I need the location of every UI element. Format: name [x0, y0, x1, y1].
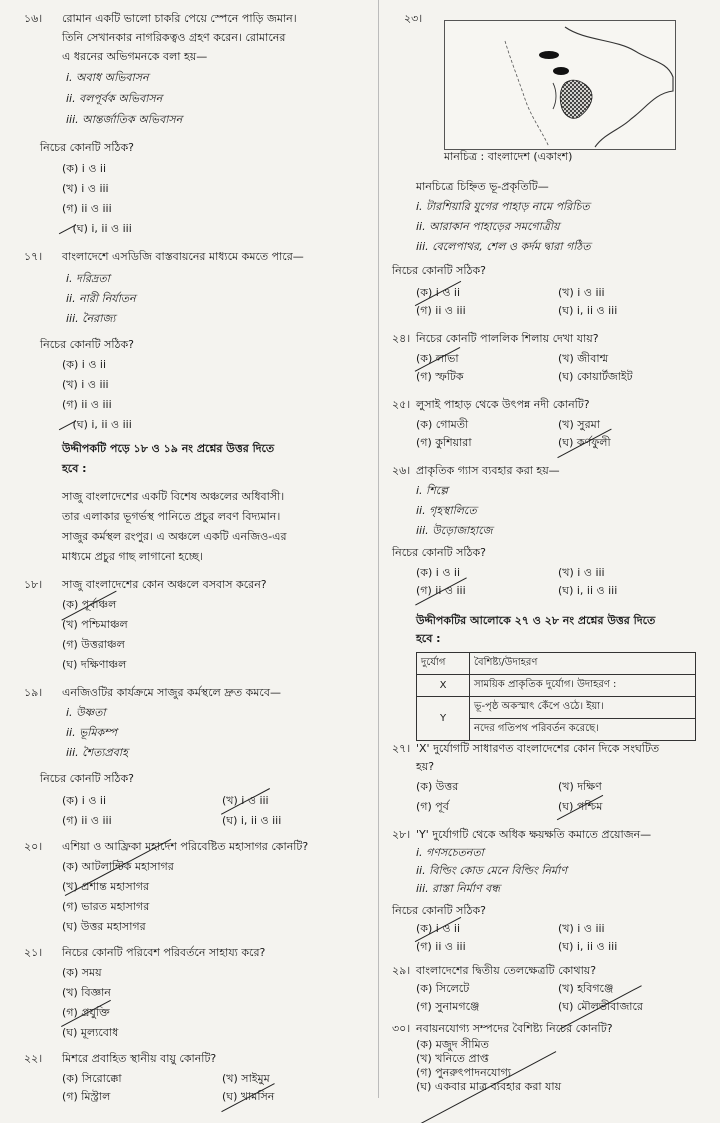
option-marked[interactable]	[416, 584, 466, 598]
option-marked[interactable]	[62, 598, 116, 612]
option[interactable]: (খ) i ও iii	[558, 922, 605, 935]
option-marked[interactable]	[416, 1080, 561, 1094]
question-text: নবায়নযোগ্য সম্পদের বৈশিষ্ট্য নিচের কোনটি?	[416, 1022, 613, 1035]
question-text: নিচের কোনটি পরিবেশ পরিবর্তনে সাহায্য করে?	[62, 946, 266, 959]
question-number: ৩০।	[392, 1022, 411, 1035]
option-label: (খ) i ও iii	[222, 794, 269, 807]
option[interactable]: (খ) দক্ষিণ	[558, 780, 602, 793]
question-number: ২৭।	[392, 742, 411, 755]
statement-iii: iii. আন্তর্জাতিক অভিবাসন	[66, 113, 183, 126]
question-number: ২৩।	[404, 12, 423, 25]
option-marked[interactable]	[62, 860, 174, 874]
question-number: ২৯।	[392, 964, 411, 977]
option[interactable]: (ক) i ও ii	[62, 794, 107, 807]
question-text: বাংলাদেশে এসডিজি বাস্তবায়নের মাধ্যমে কমতে পারে—	[62, 250, 304, 263]
stimulus-heading: উদ্দীপকটির আলোকে ২৭ ও ২৮ নং প্রশ্নের উত্তর দিতে	[416, 614, 656, 627]
which-correct-prompt: নিচের কোনটি সঠিক?	[40, 338, 134, 351]
table-cell: Y	[417, 697, 470, 741]
option[interactable]: (গ) স্ফটিক	[416, 370, 464, 383]
question-text: সাজু বাংলাদেশের কোন অঞ্চলে বসবাস করেন?	[62, 578, 267, 591]
statement-ii: ii. আরাকান পাহাড়ের সমগোত্রীয়	[416, 220, 560, 233]
option-label: (ঘ) খামসিন	[222, 1090, 275, 1103]
option[interactable]: (গ) ii ও iii	[62, 202, 112, 215]
option-marked[interactable]	[222, 1090, 274, 1104]
statement-iii: iii. শৈত্যপ্রবাহ	[66, 746, 128, 759]
option[interactable]: (খ) i ও iii	[558, 286, 605, 299]
question-number: ২৫।	[392, 398, 411, 411]
option-label: (ক) লাভা	[416, 352, 459, 365]
bangladesh-map	[445, 21, 675, 149]
table-cell: ভূ-পৃষ্ঠ অকস্মাৎ কেঁপে ওঠে। ইয়া।	[470, 697, 696, 719]
table-header: বৈশিষ্ট্য/উদাহরণ	[470, 653, 696, 675]
question-number: ২৪।	[392, 332, 411, 345]
option-marked[interactable]	[62, 1006, 110, 1020]
option[interactable]: (ক) i ও ii	[62, 162, 107, 175]
question-text: তিনি সেখানকার নাগরিকত্বও গ্রহণ করেন। রোমানের	[62, 31, 286, 44]
stimulus-heading: উদ্দীপকটি পড়ে ১৮ ও ১৯ নং প্রশ্নের উত্তর দিতে	[62, 442, 275, 455]
option[interactable]: (ঘ) i, ii ও iii	[222, 814, 282, 827]
option[interactable]: (গ) মিস্ট্রাল	[62, 1090, 111, 1103]
option[interactable]: (খ) খনিতে প্রাপ্ত	[416, 1052, 489, 1065]
option-marked[interactable]	[558, 436, 611, 450]
map-caption: মানচিত্র : বাংলাদেশ (একাংশ)	[444, 150, 573, 163]
which-correct-prompt: নিচের কোনটি সঠিক?	[392, 546, 486, 559]
statement-ii: ii. বলপূর্বক অভিবাসন	[66, 92, 163, 105]
statement-i: i. অবাধ অভিবাসন	[66, 71, 149, 84]
option[interactable]: (ক) উত্তর	[416, 780, 459, 793]
question-text: এ ধরনের অভিগমনকে বলা হয়—	[62, 50, 208, 63]
statement-iii: iii. নৈরাজ্য	[66, 312, 116, 325]
question-text: মানচিত্রে চিহ্নিত ভূ-প্রকৃতিটি—	[416, 180, 549, 193]
option-label: (ঘ) মৌলভীবাজারে	[558, 1000, 643, 1013]
question-text: বাংলাদেশের দ্বিতীয় তেলক্ষেত্রটি কোথায়?	[416, 964, 597, 977]
which-correct-prompt: নিচের কোনটি সঠিক?	[40, 141, 134, 154]
option[interactable]: (গ) কুশিয়ারা	[416, 436, 472, 449]
table-header: দুর্যোগ	[417, 653, 470, 675]
option[interactable]: (গ) সুনামগঞ্জে	[416, 1000, 480, 1013]
question-number: ২২।	[24, 1052, 43, 1065]
statement-iii: iii. উড়োজাহাজে	[416, 524, 493, 537]
table-cell: সাময়িক প্রাকৃতিক দুর্যোগ। উদাহরণ :	[470, 675, 696, 697]
question-number: ১৯।	[24, 686, 43, 699]
option[interactable]: (খ) বিজ্ঞান	[62, 986, 111, 999]
which-correct-prompt: নিচের কোনটি সঠিক?	[392, 904, 486, 917]
option[interactable]: (গ) উত্তরাঞ্চল	[62, 638, 125, 651]
option-label: (ক) আটলান্টিক মহাসাগর	[62, 860, 174, 873]
option[interactable]: (খ) পশ্চিমাঞ্চল	[62, 618, 128, 631]
question-text: 'X' দুর্যোগটি সাধারণত বাংলাদেশের কোন দিকে সংঘটিত	[416, 742, 660, 755]
statement-i: i. শিল্পে	[416, 484, 448, 497]
which-correct-prompt: নিচের কোনটি সঠিক?	[40, 772, 134, 785]
disaster-table	[416, 652, 696, 741]
option-marked[interactable]	[62, 418, 132, 432]
question-number: ২৮।	[392, 828, 411, 841]
option[interactable]: (খ) সুরমা	[558, 418, 600, 431]
statement-ii: ii. নারী নির্যাতন	[66, 292, 136, 305]
option-marked[interactable]	[222, 794, 269, 808]
table-row	[417, 675, 696, 697]
question-text: মিশরে প্রবাহিত স্থানীয় বায়ু কোনটি?	[62, 1052, 217, 1065]
option[interactable]: (খ) i ও iii	[558, 566, 605, 579]
statement-iii: iii. বেলেপাথর, শেল ও কর্দম দ্বারা গঠিত	[416, 240, 591, 253]
handwritten-mark	[62, 222, 73, 235]
question-text: নিচের কোনটি পাললিক শিলায় দেখা যায়?	[416, 332, 599, 345]
table-header-row	[417, 653, 696, 675]
statement-i: i. উষ্ণতা	[66, 706, 106, 719]
option[interactable]: (খ) প্রশান্ত মহাসাগর	[62, 880, 150, 893]
stimulus-text: সাজুর কর্মস্থল রংপুর। এ অঞ্চলে একটি এনজিও-এর	[62, 530, 287, 543]
option-label: (ঘ) একবার মাত্র ব্যবহার করা যায়	[416, 1080, 562, 1093]
statement-ii: ii. গৃহস্থালিতে	[416, 504, 477, 517]
option-label: (ক) পূর্বাঞ্চল	[62, 598, 117, 611]
question-number: ১৮।	[24, 578, 43, 591]
option-label: (ক) i ও ii	[416, 922, 461, 935]
table-cell: নদের গতিপথ পরিবর্তন করেছে।	[470, 719, 696, 741]
column-divider	[378, 0, 379, 1098]
question-text: 'Y' দুর্যোগটি থেকে অধিক ক্ষয়ক্ষতি কমাতে প্রয়োজন—	[416, 828, 652, 841]
option-label: (ঘ) পশ্চিম	[558, 800, 603, 813]
option-marked[interactable]	[62, 222, 132, 236]
statement-i: i. টারশিয়ারি যুগের পাহাড় নামে পরিচিত	[416, 200, 590, 213]
option[interactable]: (খ) জীবাশ্ম	[558, 352, 609, 365]
question-text: এনজিওটির কার্যক্রমে সাজুর কর্মস্থলে দ্রুত কমবে—	[62, 686, 281, 699]
option-label: (ঘ) i, ii ও iii	[72, 222, 132, 235]
option[interactable]: (গ) ii ও iii	[416, 940, 466, 953]
question-number: ২৬।	[392, 464, 411, 477]
option[interactable]: (গ) ভারত মহাসাগর	[62, 900, 150, 913]
question-number: ১৭।	[24, 250, 43, 263]
option-marked[interactable]	[416, 922, 460, 936]
option-marked[interactable]	[558, 800, 602, 814]
option-label: (গ) ii ও iii	[416, 584, 466, 597]
option[interactable]: (গ) পুনরুৎপাদনযোগ্য	[416, 1066, 511, 1079]
option[interactable]: (ঘ) উত্তর মহাসাগর	[62, 920, 146, 933]
option[interactable]: (ক) i ও ii	[62, 358, 107, 371]
option[interactable]: (ঘ) মূল্যবোধ	[62, 1026, 119, 1039]
option-label: (ক) i ও ii	[416, 286, 461, 299]
stimulus-heading: হবে :	[62, 462, 87, 475]
option[interactable]: (ক) সময়	[62, 966, 102, 979]
option[interactable]: (ঘ) i, ii ও iii	[558, 304, 618, 317]
question-text: এশিয়া ও আফ্রিকা মহাদেশ পরিবেষ্টিত মহাসাগর কোনটি?	[62, 840, 309, 853]
table-row	[417, 697, 696, 719]
statement-i: i. দরিদ্রতা	[66, 272, 110, 285]
which-correct-prompt: নিচের কোনটি সঠিক?	[392, 264, 486, 277]
question-text: প্রাকৃতিক গ্যাস ব্যবহার করা হয়—	[416, 464, 560, 477]
option[interactable]: (ক) সিলেটে	[416, 982, 470, 995]
option[interactable]: (ক) মজুদ সীমিত	[416, 1038, 489, 1051]
option[interactable]: (গ) পূর্ব	[416, 800, 449, 813]
option[interactable]: (ঘ) কোয়ার্টজাইট	[558, 370, 633, 383]
option-marked[interactable]	[416, 286, 460, 300]
option[interactable]: (খ) i ও iii	[62, 378, 109, 391]
question-number: ২১।	[24, 946, 43, 959]
option[interactable]: (ঘ) দক্ষিণাঞ্চল	[62, 658, 127, 671]
table-cell: X	[417, 675, 470, 697]
option[interactable]: (খ) সাইমুম	[222, 1072, 270, 1085]
statement-i: i. গণসচেতনতা	[416, 846, 484, 859]
question-number: ১৬।	[24, 12, 43, 25]
question-number: ২০।	[24, 840, 43, 853]
option-label: (ঘ) কর্ণফুলী	[558, 436, 611, 449]
stimulus-text: তার এলাকার ভূগর্ভস্থ পানিতে প্রচুর লবণ বিদ্যমান।	[62, 510, 281, 523]
stimulus-text: সাজু বাংলাদেশের একটি বিশেষ অঞ্চলের অধিবাসী।	[62, 490, 285, 503]
question-text: রোমান একটি ভালো চাকরি পেয়ে স্পেনে পাড়ি জমান।	[62, 12, 297, 25]
statement-ii: ii. বিল্ডিং কোড মেনে বিল্ডিং নির্মাণ	[416, 864, 567, 877]
question-text: লুসাই পাহাড় থেকে উৎপন্ন নদী কোনটি?	[416, 398, 590, 411]
statement-iii: iii. রাস্তা নির্মাণ বন্ধ	[416, 882, 500, 895]
option-label: (গ) প্রযুক্তি	[62, 1006, 110, 1019]
option[interactable]: (খ) i ও iii	[62, 182, 109, 195]
option[interactable]: (গ) ii ও iii	[62, 398, 112, 411]
option[interactable]: (খ) হবিগঞ্জে	[558, 982, 614, 995]
option-marked[interactable]	[558, 1000, 643, 1014]
option[interactable]: (ক) গোমতী	[416, 418, 469, 431]
statement-ii: ii. ভূমিকম্প	[66, 726, 117, 739]
option-marked[interactable]	[416, 352, 459, 366]
option[interactable]: (ঘ) i, ii ও iii	[558, 584, 618, 597]
stimulus-heading: হবে :	[416, 632, 441, 645]
question-text: হয়?	[416, 760, 435, 773]
stimulus-text: মাধ্যমে প্রচুর গাছ লাগানো হচ্ছে।	[62, 550, 203, 563]
option[interactable]: (গ) ii ও iii	[62, 814, 112, 827]
option[interactable]: (ক) i ও ii	[416, 566, 461, 579]
option[interactable]: (ক) সিরোক্কো	[62, 1072, 122, 1085]
option[interactable]: (ঘ) i, ii ও iii	[558, 940, 618, 953]
map-figure	[444, 20, 676, 150]
option[interactable]: (গ) ii ও iii	[416, 304, 466, 317]
handwritten-mark	[62, 418, 73, 431]
option-label: (ঘ) i, ii ও iii	[72, 418, 132, 431]
